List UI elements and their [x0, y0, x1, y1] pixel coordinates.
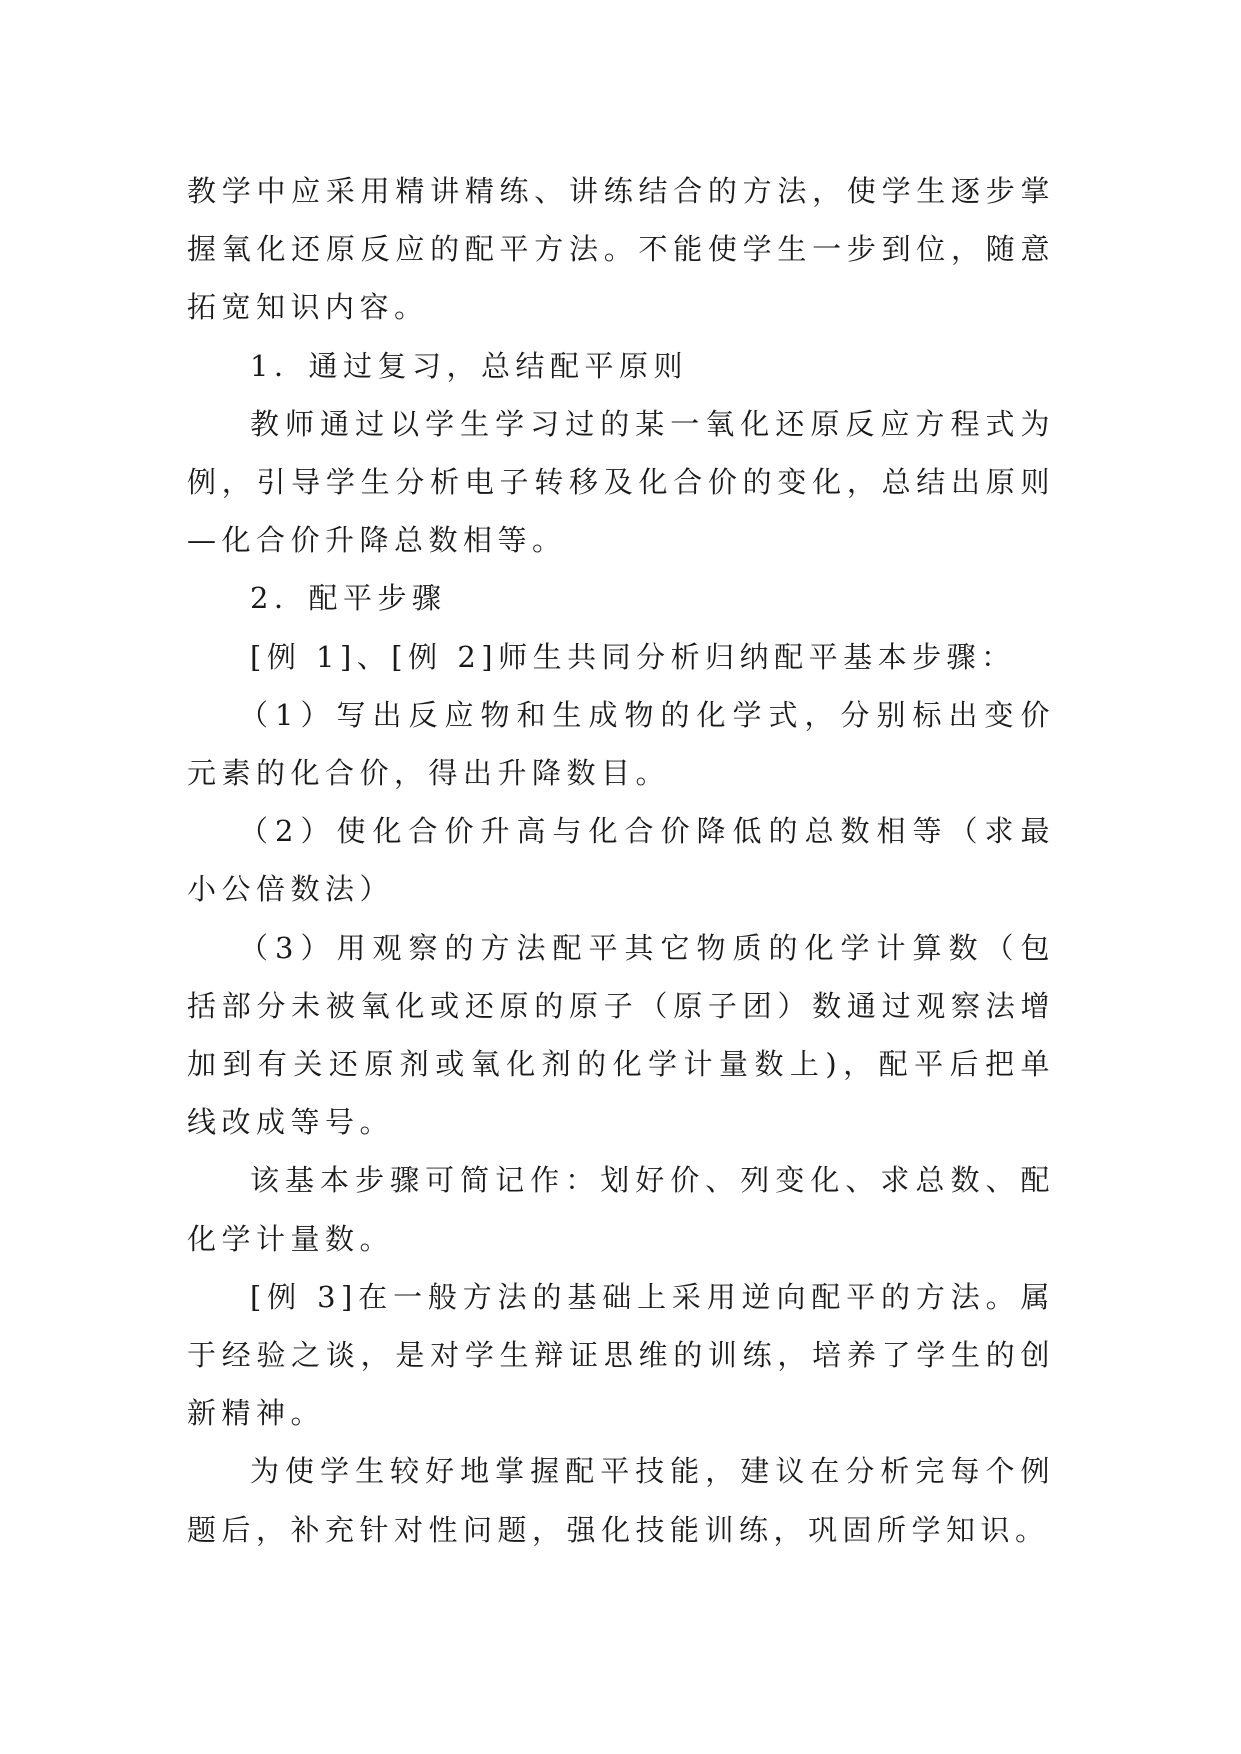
paragraph-example-3: [例 3]在一般方法的基础上采用逆向配平的方法。属于经验之谈，是对学生辩证思维的训练，培养了学生的创新精神。: [187, 1279, 1055, 1431]
document-page: [187, 162, 1055, 1559]
paragraph-principle: 教师通过以学生学习过的某一氧化还原反应方程式为例，引导学生分析电子转移及化合价的变化，总结出原则—化合价升降总数相等。: [187, 406, 1055, 558]
paragraph-intro: 教学中应采用精讲精练、讲练结合的方法，使学生逐步掌握氧化还原反应的配平方法。不能使学生一步到位，随意拓宽知识内容。: [187, 174, 1055, 325]
heading-review-principle: 1．通过复习，总结配平原则: [250, 348, 688, 383]
paragraph-suggestion: 为使学生较好地掌握配平技能，建议在分析完每个例题后，补充针对性问题，强化技能训练，巩固所学知识。: [187, 1454, 1055, 1547]
step-1: （1）写出反应物和生成物的化学式，分别标出变价元素的化合价，得出升降数目。: [187, 697, 1055, 791]
step-3: （3）用观察的方法配平其它物质的化学计算数（包括部分未被氧化或还原的原子（原子团）数通过观察法增加到有关还原剂或氧化剂的化学计量数上)，配平后把单线改成等号。: [187, 930, 1055, 1140]
paragraph-summary: 该基本步骤可简记作：划好价、列变化、求总数、配化学计量数。: [187, 1163, 1055, 1256]
paragraph-examples-1-2: [例 1]、[例 2]师生共同分析归纳配平基本步骤：: [250, 639, 1016, 674]
step-2: （2）使化合价升高与化合价降低的总数相等（求最小公倍数法）: [187, 814, 1055, 907]
heading-balancing-steps: 2．配平步骤: [250, 581, 447, 616]
